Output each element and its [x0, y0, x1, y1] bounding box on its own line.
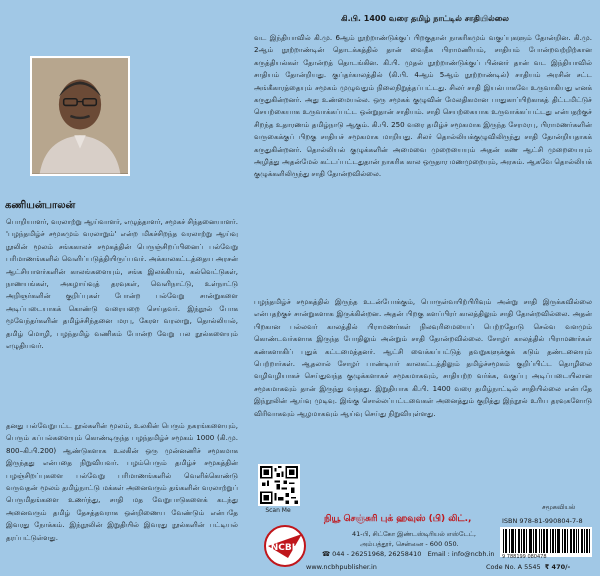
barcode-bar	[503, 529, 504, 553]
author-photo	[30, 56, 130, 176]
barcode-digits: 9 788199 080478	[502, 554, 547, 560]
back-cover-left-column	[0, 0, 244, 576]
barcode-bar	[573, 529, 574, 553]
barcode-bar	[584, 529, 585, 553]
publisher-address-line1: 41-பி, சிட்கோ இண்டஸ்டிரியல் எஸ்டேட்,	[352, 530, 476, 538]
barcode-bar	[562, 529, 563, 553]
blurb-title: கி.பி. 1400 வரை தமிழ் நாட்டில் சாதியில்லை	[341, 14, 509, 23]
barcode-bar	[536, 529, 537, 553]
barcode-bar	[521, 529, 522, 553]
barcode-bar	[576, 529, 577, 553]
barcode-bar	[515, 529, 516, 553]
publisher-phone: ☎ 044 - 26251968, 26258410	[322, 550, 422, 558]
qr-code-icon	[260, 466, 298, 504]
barcode-bar	[541, 529, 542, 553]
publisher-logo	[262, 524, 308, 568]
book-category: சமூகவியல்	[542, 503, 576, 511]
author-portrait-icon	[32, 58, 128, 174]
barcode-bar	[571, 529, 572, 553]
barcode-bar	[587, 529, 588, 553]
author-bio-paragraph: தனது பல்வேறுபட்ட நூல்களின் மூலம், உலகின் பெரும் நகரங்களையும், பெரும் கப்பல்களையும் கொண்டிருந்த பழந்தமிழ்ச் சமூகம் 1000 (கி.மு. 800–கி.பி.200) ஆண்டுகளாக உலகின் ஒரு முன்னணிச் சமூகமாக இருந்தது என்பதை நிறுவியவர். பழம்பெரும் தமிழ்ச் சமூகத்தின் பழஞ்சிறப்புகளை பல்வேறு பரிமாணங்களில் வெளிக்கொண்டு வருவதன் மூலம் தமிழ்நாட்டு மக்கள் அனைவரும் தங்களின் வரலாற்றுப் பெருமிதங்களை உணர்ந்து, சாதி மத வேறுபாடுகளைக் கடந்து அனைவரும் தமிழ் தேசத்தவராக ஒன்றிணைய வேண்டும் என்பதே இவரது நோக்கம். இந்நூலின் இறுதியில் இவரது நூல்களின் பட்டியல் தரப்பட்டுள்ளது.	[6, 421, 238, 542]
barcode-bar	[529, 529, 530, 553]
barcode-bar	[589, 529, 590, 553]
qr-code[interactable]	[258, 464, 300, 506]
barcode-bar	[544, 529, 545, 553]
barcode-bar	[531, 529, 532, 553]
barcode-bar	[539, 529, 540, 553]
code-and-price	[486, 563, 570, 571]
barcode-bar	[546, 529, 547, 553]
barcode-bar	[582, 529, 583, 553]
barcode-bar	[511, 529, 512, 553]
barcode-bar	[581, 529, 582, 553]
blurb-paragraph: வட இந்தியாவில் கி.மு. 6ஆம் நூற்றாண்டுக்குப் பிறகுதான் நாகரிகமும் வகுப்புகளும் தோன்றின. கி.மு. 2ஆம் நூற்றாண்டின் தொடக்கத்தில் தான் வைதீக பிராமணியம், சாதியம் போன்றவற்றிற்கான கருத்தியல்கள் தோன்றத் தொடங்கின. கி.பி. முதல் நூற்றாண்டுக்குப் பின்னர் தான் வட இந்தியாவில் சாதியம் தோன்றியது. குப்தர்காலத்தில் (கி.பி. 4ஆம் 5ஆம் நூற்றாண்டில்) சாதியம் அரசின் சட்ட அங்கீகாரத்தையும் சமூகம் முழுவதும் நிலைநிறுத்தப்பட்டது. சிலர் சாதி இயல்பாகவே உருவாகியது எனக் கருதுகின்றனர். அது உண்மையல்ல. ஒரு சமூகக் குழுவின் மேலதிகமான பாதுகாப்பிற்காகத் திட்டமிட்டுச் செயற்கையாக உருவாக்கப்பட்ட ஒன்றுதான் சாதியம். சாதி செயற்கையாக உருவாக்கப்பட்டது என்பதற்குச் சிறந்த உதாரணம் தமிழ்நாடு ஆகும். கி.பி. 250 வரை தமிழ்ச் சமூகமாக இருந்த சேரமரபு, பிராமணர்களின் வருகைக்குப் பிறகு சாதியச் சமூகமாக மாறியது. சிலர் தொல்லியக்குழுவிலிருந்து சாதி தோன்றியதாகக் கருதுகின்றனர். தொல்லியல் குழுக்களின் அமைவை முறையையும் அதன் கண ஆட்சி முறையையும் அழித்து அதன்மேல் கட்டப்பட்டதுதான் நாகரிக கால ஒருதார மணமுறையும், அரசும். ஆகவே தொல்லியக் குழுக்களிலிருந்து சாதி தோன்றவில்லை.	[254, 33, 592, 179]
barcode-bar	[518, 529, 519, 553]
barcode-bar	[565, 529, 566, 553]
barcode-bar	[535, 529, 536, 553]
barcode-bar	[512, 529, 513, 553]
book-code: Code No. A 5545	[486, 563, 541, 571]
barcode-bar	[543, 529, 544, 553]
barcode-bar	[557, 529, 558, 553]
barcode-icon	[500, 527, 592, 557]
barcode-bar	[547, 529, 548, 553]
barcode-bar	[526, 529, 527, 553]
barcode-bar	[559, 529, 560, 553]
publisher-email[interactable]: Email : info@ncbh.in	[427, 550, 495, 558]
barcode-bar	[558, 529, 559, 553]
publisher-website[interactable]: www.ncbhpublisher.in	[306, 563, 377, 571]
publisher-contact	[322, 550, 495, 558]
barcode-bar	[524, 529, 525, 553]
barcode-bar	[564, 529, 565, 553]
barcode-bar	[523, 529, 524, 553]
barcode-bar	[570, 529, 571, 553]
barcode-bar	[530, 529, 531, 553]
ncbh-logo-icon	[262, 524, 308, 568]
publisher-name: நியூ செஞ்சுரி புக் ஹவுஸ் (பி) லிட்.,	[324, 514, 472, 524]
barcode-bar	[550, 529, 551, 553]
isbn-number: ISBN 978-81-990804-7-8	[502, 517, 583, 525]
barcode-bar	[567, 529, 568, 553]
blurb-paragraph: பழந்தமிழ்ச் சமூகத்தில் இருந்த உடன்போக்கும், பொருள்வயிற்பிரிவும் அன்று சாதி இருக்கவில்லை என்பதற்குச் சான்றுகளாக இருக்கின்றன. அதன் பிறகு களப்பிரர் காலத்திலும் சாதி தோன்றவில்லை. அதன் பிறகான பல்லவர் காலத்தில் பிராமணர்கள் நிலவுரிமையைப் பெற்றதோடு செல்வ வளமும் கொண்டவர்களாக இருந்த போதிலும் அன்றும் சாதி தோன்றவில்லை. சோழர் காலத்தில் பிராமணர்கள் கண்களாகிப் புதுக் கட்டமைத்தனர். ஆட்சி வைக்கப்பட்டுத் தவறுகளுக்குக் கடும் தண்டனையும் பெற்றார்கள். ஆதலால் சோழர் பாண்டியர் காலகட்டத்திலும் தமிழ்ச்சமூகம் குறிப்பிட்ட தொழிலை வழிவழியாகச் செய்துவந்த குழுக்களாகச் சமூகமாகவும், சாதியற்ற வர்க்க, வகுப்பு அடிப்படையிலான சமூகமாகவும் தான் இருந்து வந்தது. இறுதியாக கி.பி. 1400 வரை தமிழ்நாட்டில் சாதியில்லை என்பதே இந்நூலின் ஆய்வு முடிவு. இங்கு சொல்லப்பட்டவைகள் அனைத்தும் குறித்து இந்நூல் உரிய தரவுகளோடு விரிவாகவும் ஆழமாகவும் ஆய்வு செய்து நிறுவியுள்ளது.	[254, 297, 592, 418]
barcode-bar	[509, 529, 510, 553]
author-bio-paragraph: பொறியாளர், வரலாற்று ஆய்வாளர், எழுத்தாளர், சமூகச் சிந்தனையாளர். 'பழந்தமிழ்ச் சமூகமும் வரலாறும்' என்ற மிகச்சிறந்த வரலாற்று ஆய்வு நூலின் மூலம் சங்ககாலச் சமூகத்தின் பெருஞ்சிறப்பினைப் பல்வேறு பரிமாணங்களில் வெளிப்படுத்தியிருப்பவர். அக்காலகட்டத்தைய அரசன் ஆட்சியாளர்களின் காலங்களையும், சங்க இலக்கியம், கல்வெட்டுகள், நாணயங்கள், அகழாய்வுத் தரவுகள், வெளிநாட்டு, உள்நாட்டு அறிஞர்களின் குறிப்புகள் போன்ற பல்வேறு சான்றுகளை அடிப்படையாகக் கொண்டு வரையறை செய்தவர். இந்நூல் போக மூவேந்தர்களின் தமிழ்ச்சிந்தனை மரபு, கேரள வரலாறு, தொல்லியல், தமிழ் மொழி, பழந்தமிழ் வணிகம் போன்ற வேறு பல நூல்களையும் எழுதியவர்.	[6, 217, 238, 351]
barcode-bar	[574, 529, 575, 553]
barcode-bar	[586, 529, 587, 553]
publisher-address-line2: அம்பத்தூர், சென்னை - 600 050.	[360, 540, 459, 548]
barcode-bar	[506, 529, 507, 553]
author-name: கணியன்பாலன்	[5, 200, 76, 211]
logo-text: NCBH	[270, 543, 300, 553]
barcode-bar	[505, 529, 506, 553]
barcode-bar	[555, 529, 556, 553]
barcode-bar	[519, 529, 520, 553]
qr-caption: Scan Me	[265, 507, 291, 514]
barcode-bar	[533, 529, 534, 553]
barcode	[500, 527, 592, 557]
barcode-bar	[578, 529, 579, 553]
barcode-bar	[552, 529, 553, 553]
book-price: ₹ 470/-	[544, 563, 571, 571]
barcode-bar	[553, 529, 554, 553]
barcode-bar	[513, 529, 514, 553]
